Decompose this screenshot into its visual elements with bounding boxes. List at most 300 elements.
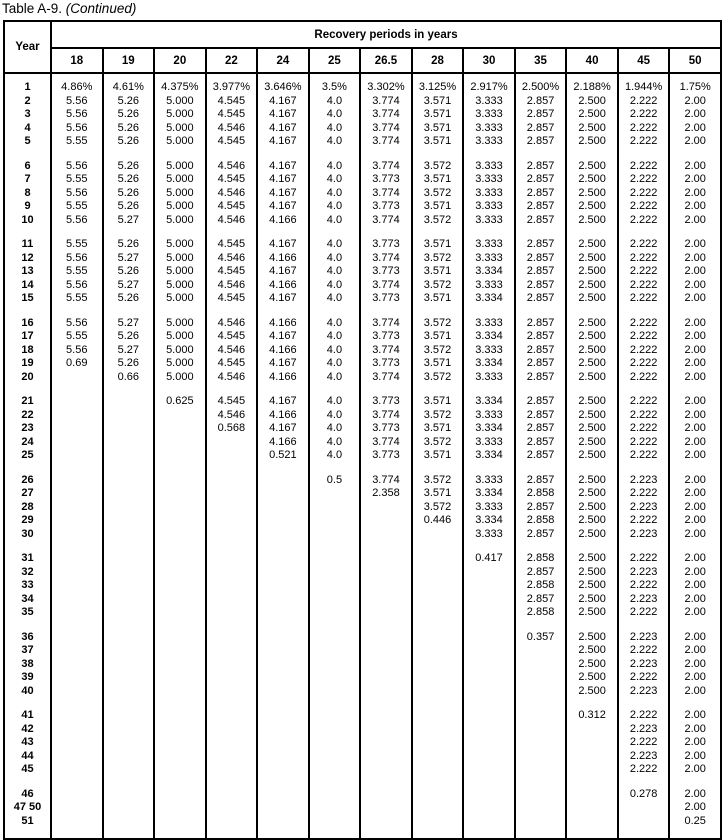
value-cell [360,579,412,593]
year-cell: 28 [21,500,34,513]
year-cell: 25 [21,449,34,461]
value-cell: 5.27 [103,279,155,293]
table-row [4,357,721,371]
value-cell: 2.223 [618,750,670,764]
value-cell [515,763,567,777]
table-row [4,238,721,252]
group-spacer-row [4,227,721,238]
value-cell: 4.167 [257,238,309,252]
value-cell [618,801,670,815]
value-cell [103,436,155,450]
value-cell: 3.572 [412,214,464,228]
value-cell [51,644,103,658]
value-cell: 2.857 [515,344,567,358]
spacer-cell [360,227,412,238]
value-cell: 2.222 [618,108,670,122]
value-cell: 3.302% [360,81,412,95]
value-cell: 3.773 [360,422,412,436]
spacer-cell [257,463,309,474]
year-cell: 31 [21,552,34,564]
value-cell: 3.774 [360,95,412,109]
value-cell [103,528,155,542]
value-cell [154,658,206,672]
value-cell: 5.26 [103,160,155,174]
spacer-cell [360,828,412,839]
value-cell: 2.857 [515,200,567,214]
value-cell: 5.56 [51,108,103,122]
value-cell [103,788,155,802]
value-cell [103,566,155,580]
spacer-cell [206,620,258,631]
table-row [4,344,721,358]
spacer-cell [51,777,103,788]
year-cell: 5 [24,135,31,147]
value-cell [206,552,258,566]
value-cell [154,631,206,645]
spacer-cell [257,384,309,395]
value-cell: 2.500 [566,122,618,136]
value-cell [103,606,155,620]
year-cell: 3 [24,108,31,120]
value-cell: 4.545 [206,173,258,187]
spacer-cell [257,541,309,552]
spacer-cell [309,73,361,81]
value-cell: 4.545 [206,238,258,252]
value-cell: 3.774 [360,160,412,174]
value-cell: 2.222 [618,344,670,358]
recovery-period-column-header: 45 [618,48,670,73]
spacer-cell [669,828,721,839]
value-cell [51,606,103,620]
year-cell: 35 [21,606,34,618]
value-cell: 4.167 [257,292,309,306]
value-cell: 2.223 [618,474,670,488]
value-cell: 3.333 [463,214,515,228]
spacer-cell [103,463,155,474]
value-cell: 3.571 [412,135,464,149]
spacer-cell [618,384,670,395]
value-cell: 3.977% [206,81,258,95]
value-cell: 4.167 [257,422,309,436]
spacer-cell [360,149,412,160]
value-cell: 2.00 [669,409,721,423]
spacer-cell [463,227,515,238]
recovery-period-column-header: 35 [515,48,567,73]
value-cell: 2.223 [618,631,670,645]
value-cell: 2.222 [618,135,670,149]
spacer-cell [618,777,670,788]
value-cell: 5.56 [51,95,103,109]
value-cell: 2.500 [566,514,618,528]
value-cell: 3.333 [463,122,515,136]
value-cell: 3.333 [463,474,515,488]
value-cell: 2.500 [566,593,618,607]
value-cell: 2.500 [566,474,618,488]
table-row [4,252,721,266]
value-cell: 2.857 [515,501,567,515]
value-cell [309,593,361,607]
value-cell [566,801,618,815]
recovery-period-column-header: 40 [566,48,618,73]
value-cell: 3.572 [412,474,464,488]
value-cell: 3.333 [463,252,515,266]
value-cell [103,801,155,815]
value-cell [154,422,206,436]
value-cell: 2.00 [669,606,721,620]
value-cell [463,644,515,658]
spacer-cell [566,227,618,238]
value-cell: 2.00 [669,685,721,699]
year-cell: 43 [21,736,34,748]
table-row [4,514,721,528]
value-cell: 2.222 [618,160,670,174]
value-cell: 5.56 [51,122,103,136]
value-cell [360,788,412,802]
value-cell [257,631,309,645]
value-cell [360,736,412,750]
value-cell: 2.00 [669,723,721,737]
recovery-period-column-header: 18 [51,48,103,73]
year-cell: 4 [24,121,31,134]
year-cell: 1 [24,81,31,93]
value-cell: 2.857 [515,330,567,344]
spacer-cell [51,463,103,474]
value-cell: 4.166 [257,371,309,385]
value-cell [412,631,464,645]
value-cell [154,750,206,764]
span-header-row [4,21,721,48]
spacer-cell [669,73,721,81]
value-cell: 2.858 [515,606,567,620]
year-cell: 33 [21,579,34,591]
value-cell: 4.375% [154,81,206,95]
value-cell [257,763,309,777]
spacer-cell [154,620,206,631]
spacer-cell [206,698,258,709]
spacer-cell [154,698,206,709]
value-cell: 3.773 [360,395,412,409]
value-cell [103,487,155,501]
spacer-cell [463,541,515,552]
value-cell [309,815,361,829]
value-cell [360,750,412,764]
spacer-cell [4,463,51,474]
value-cell: 2.500 [566,200,618,214]
value-cell: 2.500 [566,371,618,385]
spacer-cell [4,828,51,839]
value-cell [515,815,567,829]
value-cell: 3.774 [360,344,412,358]
value-cell: 2.00 [669,474,721,488]
value-cell [309,658,361,672]
value-cell: 4.0 [309,238,361,252]
year-cell: 32 [21,565,34,578]
value-cell: 2.222 [618,409,670,423]
value-cell: 4.167 [257,357,309,371]
value-cell [103,723,155,737]
spacer-cell [4,227,51,238]
value-cell: 2.500 [566,330,618,344]
value-cell: 2.857 [515,474,567,488]
value-cell [309,709,361,723]
value-cell [103,514,155,528]
value-cell: 3.333 [463,409,515,423]
value-cell: 2.857 [515,108,567,122]
spacer-cell [618,306,670,317]
spacer-cell [4,306,51,317]
recovery-periods-table [3,20,722,840]
spacer-cell [154,384,206,395]
spacer-cell [566,306,618,317]
group-spacer-row [4,463,721,474]
year-cell: 11 [21,238,34,250]
value-cell [206,566,258,580]
value-cell: 5.27 [103,252,155,266]
table-row [4,750,721,764]
value-cell [412,736,464,750]
recovery-periods-header: Recovery periods in years [51,21,721,48]
year-cell: 20 [21,370,34,383]
value-cell: 4.86% [51,81,103,95]
value-cell [309,528,361,542]
value-cell [154,763,206,777]
value-cell [309,566,361,580]
value-cell: 3.333 [463,187,515,201]
value-cell: 2.500 [566,108,618,122]
spacer-cell [103,541,155,552]
value-cell [154,671,206,685]
value-cell: 5.000 [154,252,206,266]
value-cell: 2.00 [669,449,721,463]
spacer-cell [412,227,464,238]
value-cell: 3.571 [412,330,464,344]
year-cell: 16 [21,316,34,329]
spacer-cell [515,306,567,317]
value-cell [360,501,412,515]
value-cell: 2.500 [566,606,618,620]
value-cell [360,815,412,829]
value-cell [309,644,361,658]
spacer-cell [618,73,670,81]
value-cell [51,371,103,385]
value-cell [154,552,206,566]
value-cell: 0.625 [154,395,206,409]
spacer-cell [206,149,258,160]
value-cell: 5.000 [154,160,206,174]
value-cell: 4.546 [206,279,258,293]
spacer-cell [515,777,567,788]
value-cell [412,685,464,699]
value-cell: 4.167 [257,395,309,409]
value-cell: 1.75% [669,81,721,95]
value-cell: 2.222 [618,265,670,279]
spacer-cell [154,73,206,81]
value-cell: 2.917% [463,81,515,95]
value-cell: 2.500 [566,344,618,358]
value-cell: 3.334 [463,357,515,371]
value-cell: 0.278 [618,788,670,802]
value-cell: 3.334 [463,265,515,279]
value-cell [412,815,464,829]
table-row [4,801,721,815]
value-cell: 2.00 [669,579,721,593]
year-cell: 17 [21,330,34,342]
value-cell: 3.572 [412,409,464,423]
value-cell: 2.500 [566,487,618,501]
value-cell: 4.167 [257,330,309,344]
value-cell: 2.857 [515,160,567,174]
value-cell: 3.572 [412,436,464,450]
value-cell: 4.61% [103,81,155,95]
value-cell: 2.500 [566,173,618,187]
value-cell: 4.0 [309,265,361,279]
year-cell: 15 [21,292,34,304]
value-cell: 3.333 [463,160,515,174]
spacer-cell [412,777,464,788]
value-cell [154,723,206,737]
value-cell [309,723,361,737]
spacer-cell [669,149,721,160]
table-row [4,788,721,802]
value-cell: 3.571 [412,357,464,371]
value-cell: 4.167 [257,135,309,149]
table-row [4,528,721,542]
value-cell: 2.500 [566,395,618,409]
value-cell [257,788,309,802]
spacer-cell [4,541,51,552]
year-cell: 13 [21,265,34,277]
value-cell: 1.944% [618,81,670,95]
value-cell: 0.568 [206,422,258,436]
value-cell: 3.774 [360,214,412,228]
spacer-cell [618,541,670,552]
value-cell [103,579,155,593]
value-cell: 3.774 [360,409,412,423]
value-cell: 3.333 [463,200,515,214]
value-cell [257,593,309,607]
spacer-cell [309,149,361,160]
group-spacer-row [4,541,721,552]
value-cell [412,528,464,542]
year-cell: 29 [21,514,34,526]
spacer-cell [412,149,464,160]
value-cell: 3.334 [463,514,515,528]
value-cell [515,736,567,750]
value-cell [412,723,464,737]
spacer-cell [103,828,155,839]
spacer-cell [206,828,258,839]
spacer-cell [463,306,515,317]
year-cell: 12 [21,251,34,264]
value-cell: 2.500 [566,644,618,658]
value-cell: 2.222 [618,173,670,187]
table-row [4,200,721,214]
value-cell [154,685,206,699]
spacer-cell [566,698,618,709]
value-cell: 5.26 [103,265,155,279]
value-cell: 5.000 [154,214,206,228]
value-cell [51,449,103,463]
value-cell: 4.0 [309,187,361,201]
value-cell: 4.545 [206,357,258,371]
value-cell: 4.546 [206,187,258,201]
spacer-cell [566,73,618,81]
value-cell [309,685,361,699]
value-cell [257,709,309,723]
value-cell: 4.545 [206,200,258,214]
spacer-cell [257,306,309,317]
value-cell [412,658,464,672]
value-cell: 2.00 [669,344,721,358]
value-cell: 2.500 [566,528,618,542]
value-cell: 2.00 [669,514,721,528]
value-cell [360,606,412,620]
value-cell [412,801,464,815]
value-cell: 5.000 [154,371,206,385]
value-cell [360,593,412,607]
value-cell: 2.500 [566,631,618,645]
spacer-cell [412,463,464,474]
table-row [4,173,721,187]
value-cell [360,685,412,699]
value-cell [360,801,412,815]
value-cell: 3.773 [360,265,412,279]
value-cell: 4.166 [257,279,309,293]
value-cell: 0.66 [103,371,155,385]
table-row [4,81,721,95]
value-cell: 4.546 [206,371,258,385]
value-cell [360,763,412,777]
value-cell: 2.223 [618,528,670,542]
value-cell: 2.00 [669,750,721,764]
value-cell: 2.500 [566,357,618,371]
value-cell: 2.500 [566,214,618,228]
spacer-cell [515,698,567,709]
value-cell [206,671,258,685]
value-cell: 2.222 [618,579,670,593]
year-cell: 37 [21,644,34,656]
value-cell [103,815,155,829]
table-row [4,292,721,306]
spacer-cell [515,828,567,839]
spacer-cell [51,227,103,238]
value-cell [206,788,258,802]
value-cell [51,566,103,580]
spacer-cell [309,306,361,317]
value-cell: 5.55 [51,330,103,344]
year-cell: 45 [21,763,34,775]
value-cell [412,566,464,580]
value-cell: 4.0 [309,449,361,463]
value-cell [51,552,103,566]
value-cell: 4.166 [257,409,309,423]
table-row [4,135,721,149]
spacer-cell [103,306,155,317]
table-row [4,371,721,385]
value-cell [257,474,309,488]
value-cell: 4.0 [309,357,361,371]
value-cell [566,763,618,777]
value-cell [51,736,103,750]
value-cell: 2.857 [515,238,567,252]
value-cell [103,593,155,607]
table-row [4,606,721,620]
spacer-cell [463,828,515,839]
value-cell: 4.0 [309,122,361,136]
value-cell: 2.500 [566,252,618,266]
value-cell: 4.0 [309,436,361,450]
value-cell [412,750,464,764]
